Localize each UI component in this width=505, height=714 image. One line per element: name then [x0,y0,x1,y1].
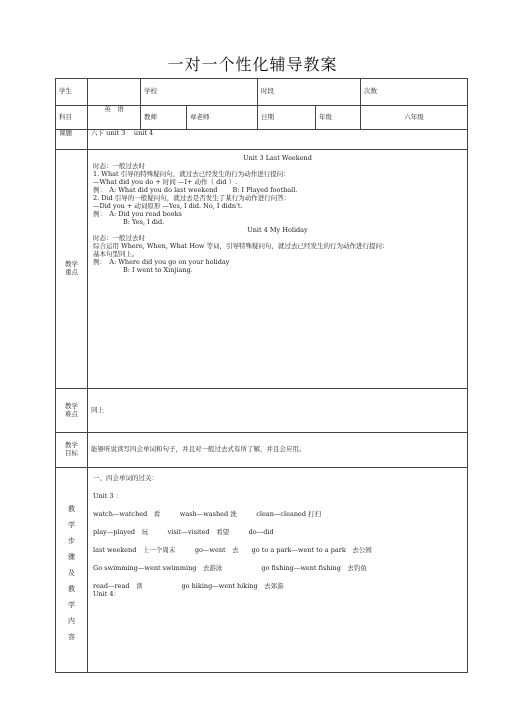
period-label: 时段 [258,79,361,106]
steps-label-char: 步 [68,537,75,545]
header-row-2 [56,106,468,130]
header-row-1 [56,79,468,106]
pattern-note: 基本句型同上。 [93,250,139,258]
date-label: 日期 [258,106,316,130]
grade-value: 六年级 [361,106,468,130]
key-points-content [88,150,468,389]
question-1-example: 例： A: What did you do last weekend B: I Played football. [93,186,298,194]
difficulty-label [56,389,88,433]
question-1-pattern: —What did you do + 时间 —I+ 动作（ did ）. [93,178,238,186]
student-value[interactable] [88,79,141,106]
vocab-row-2: play—played 玩 visit—visited 看望 do—did [93,528,274,536]
example-a: 例： A: Where did you go on your holiday [93,258,230,266]
question-2-example-a: 例： A: Did you read books [93,210,182,218]
goal-label-1: 教学 [65,441,78,450]
student-label: 学生 [56,79,88,106]
goal-value: 能够听说读写四会单词和句子，并且对一般过去式有所了解，并且会应用。 [88,433,468,468]
steps-heading: 一、四会单词的过关： [93,474,158,482]
steps-label-char: 教 [68,505,75,513]
question-1: 1. What 引导的特殊疑问句，就过去已经发生的行为动作进行提问： [93,170,290,178]
key-points-label-2: 重点 [65,268,78,276]
steps-label-char: 骤 [68,553,75,561]
subject-label: 科目 [56,106,88,130]
tense-line: 时态：一般过去时 [93,162,145,170]
topic-label: 课题 [56,130,88,150]
unit3-title: Unit 3 Last Weekend [243,154,312,162]
vocab-row-5: read—read 读 go hiking—went hiking 去郊游 [93,582,284,590]
key-points-label-1: 教学 [65,260,78,269]
goal-label-2: 目标 [65,449,78,457]
steps-label-char: 学 [68,521,75,529]
school-label: 学校 [141,79,258,106]
tense-line-2: 时态：一般过去时 [93,234,145,242]
steps-content [88,468,468,673]
usage-line: 综合运用 Where, When, What How 等词，引导特殊疑问句，就过去已经发生的行为动作进行提问： [93,242,389,250]
subject-value: 英 语 [88,106,141,130]
vocab-row-1: watch—watched 看 wash—washed 洗 clean—cleaned 打扫 [93,510,322,518]
difficulty-row [56,389,468,433]
steps-label-char: 及 [68,569,75,577]
unit4-label: Unit 4： [93,590,121,598]
unit4-title: Unit 4 My Holiday [247,226,308,234]
question-2: 2. Did 引导的一般疑问句，就过去是否发生了某行为动作进行问答： [93,194,291,202]
lesson-plan-table [55,78,468,673]
difficulty-label-2: 难点 [65,409,78,418]
steps-label-char: 内 [68,617,75,625]
key-points-row [56,150,468,389]
steps-label-char: 教 [68,585,75,593]
topic-row [56,130,468,150]
page-title: 一对一个性化辅导教案 [167,55,338,74]
steps-label [56,468,88,673]
grade-label: 年级 [316,106,361,130]
difficulty-label-1: 教学 [65,401,78,410]
vocab-row-4: Go swimming—went swimming 去游泳 go fishing—went fishing 去钓鱼 [93,564,367,572]
question-2-pattern: —Did you + 动词原形 —Yes, I did. No, I didn't. [93,202,243,210]
vocab-row-3: last weekend 上一个周末 go—went 去 go to a park—went to a park 去公园 [93,546,372,554]
topic-value: 六下 unit 3 unit 4 [88,130,468,150]
example-b: B: I went to Xinjiang. [123,266,193,274]
count-label: 次数 [361,79,468,106]
key-points-label [56,150,88,389]
goal-label [56,433,88,468]
unit3-label: Unit 3 ： [93,492,123,500]
steps-row [56,468,468,673]
steps-label-char: 容 [68,633,75,641]
question-2-example-b: B: Yes, I did. [123,218,165,226]
steps-label-char: 学 [68,601,75,609]
teacher-label: 教师 [141,106,187,130]
difficulty-value: 同上 [88,389,468,433]
teacher-value: 章老师 [187,106,258,130]
goal-row [56,433,468,468]
